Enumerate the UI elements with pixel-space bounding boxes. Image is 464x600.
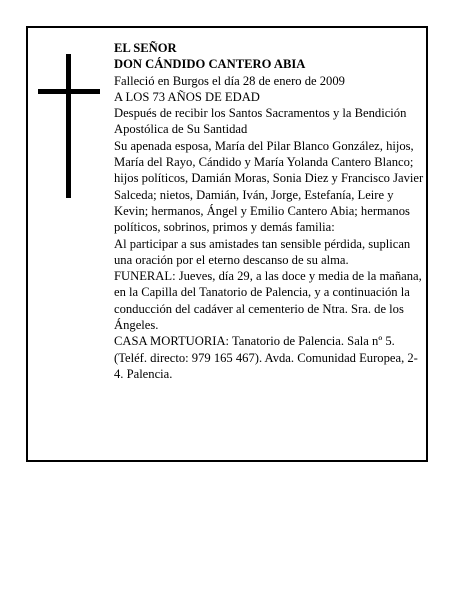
- title-line-2: DON CÁNDIDO CANTERO ABIA: [114, 57, 306, 72]
- mortuary-paragraph: CASA MORTUORIA: Tanatorio de Palencia. Sala nº 5. (Teléf. directo: 979 165 467). Avda. Comunidad Europea, 2-4. Palencia.: [114, 334, 418, 381]
- obituary-notice: [26, 26, 428, 462]
- death-line: Falleció en Burgos el día 28 de enero de 2009: [114, 73, 345, 88]
- cross-vertical-bar: [66, 54, 71, 198]
- sacraments-paragraph: Después de recibir los Santos Sacramentos y la Bendición Apostólica de Su Santidad: [114, 106, 407, 137]
- request-paragraph: Al participar a sus amistades tan sensible pérdida, suplican una oración por el eterno descanso de su alma.: [114, 236, 411, 267]
- age-line: A LOS 73 AÑOS DE EDAD: [114, 89, 260, 104]
- title-line-1: EL SEÑOR: [114, 41, 177, 55]
- family-paragraph: Su apenada esposa, María del Pilar Blanco González, hijos, María del Rayo, Cándido y María Yolanda Cantero Blanco; hijos políticos, Damián Moras, Sonia Diez y Francisco Javier Salceda; nietos, Damián, Iván, Jorge, Estefanía, Leire y Kevin; hermanos, Ángel y Emilio Cantero Abia; hermanos políticos, sobrinos, primos y demás familia:: [114, 138, 424, 235]
- notice-text: [114, 40, 426, 382]
- cross-horizontal-bar: [38, 89, 100, 94]
- cross-icon: [38, 54, 100, 198]
- funeral-paragraph: FUNERAL: Jueves, día 29, a las doce y media de la mañana, en la Capilla del Tanatorio de Palencia, y a continuación la conducción del cadáver al cementerio de Ntra. Sra. de los Ángeles.: [114, 269, 422, 333]
